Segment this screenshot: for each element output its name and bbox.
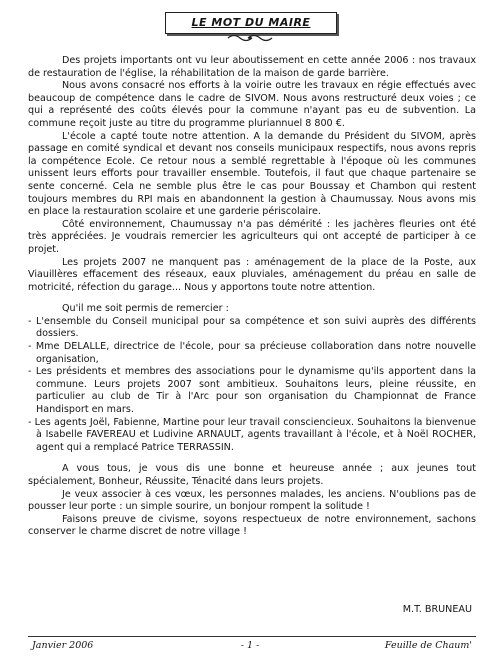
thanks-item-agents: - Les agents Joël, Fabienne, Martine pour leur travail consciencieux. Souhaitons la bienvenue à Isabelle FAVEREAU et Ludivine ARNAULT, agents travaillant à l'école, et à Noël ROCHER, agent qui a remplacé Patrice TERRASSIN.	[28, 416, 476, 453]
publication-name: Feuille de Chaum'	[384, 640, 472, 651]
footer-divider	[28, 636, 476, 637]
letter-body	[28, 55, 476, 539]
page-title: LE MOT DU MAIRE	[191, 16, 311, 29]
paragraph-environnement: Côté environnement, Chaumussay n'a pas démérité : les jachères fleuries ont été très appréciées. Je voudrais remercier les agriculteurs qui ont accepté de participer à ce projet.	[28, 218, 476, 255]
page-number: - 1 -	[240, 640, 260, 651]
thanks-intro: Qu'il me soit permis de remercier :	[62, 303, 229, 315]
paragraph-ecole: L'école a capté toute notre attention. A la demande du Président du SIVOM, après passage en comité syndical et devant nos conseils municipaux respectifs, nous avons repris la compétence Ecole. Ce retour nous a semblé regrettable à l'époque où les communes unissent leurs efforts pour travailler ensemble. Toutefois, il faut que chaque partenaire se sente concerné. Cela ne semble plus être le cas pour Boussay et Chambon qui restent toujours membres du RPI mais en abandonnent la gestion à Chaumussay. Nous avons mis en place la restauration scolaire et une garderie périscolaire.	[28, 130, 476, 218]
closing-civisme: Faisons preuve de civisme, soyons respectueux de notre environnement, sachons conserver le charme discret de notre village !	[28, 513, 476, 538]
closing-voeux: A vous tous, je vous dis une bonne et heureuse année ; aux jeunes tout spécialement, Bonheur, Réussite, Ténacité dans leurs projets.	[28, 463, 476, 487]
paragraph-projects: Des projets importants ont vu leur aboutissement en cette année 2006 : nos travaux de restauration de l'église, la réhabilitation de la maison de garde barrière.	[28, 55, 476, 79]
footer-date: Janvier 2006	[32, 640, 94, 651]
paragraph-voirie: Nous avons consacré nos efforts à la voirie outre les travaux en régie effectués avec beaucoup de compétence dans le cadre de SIVOM. Nous avons restructuré deux voies ; ce qui a représenté des coûts élevés pour la commune n'ayant pas eu de subvention. La commune reçoit juste au titre du programme pluriannuel 8 800 €.	[28, 80, 476, 129]
thanks-item-directrice: - Mme DELALLE, directrice de l'école, pour sa précieuse collaboration dans notre nouvelle organisation,	[28, 341, 476, 365]
title-box	[165, 12, 337, 34]
paragraph-projets-2007: Les projets 2007 ne manquent pas : aménagement de la place de la Poste, aux Viauillères effacement des réseaux, eaux pluviales, aménagement du préau en salle de motricité, réfection du garage... Nous y apportons toute notre attention.	[28, 256, 476, 293]
ornament-icon	[226, 33, 274, 43]
signature: M.T. BRUNEAU	[402, 604, 472, 615]
closing-malades: Je veux associer à ces vœux, les personnes malades, les anciens. N'oublions pas de pousser leur porte : un simple sourire, un bonjour rompent la solitude !	[28, 488, 476, 513]
thanks-item-associations: - Les présidents et membres des associations pour le dynamisme qu'ils apportent dans la commune. Leurs projets 2007 sont ambitieux. Souhaitons leurs, pleine réussite, en particulier au club de Tir à l'Arc pour son organisation du Championnat de France Handisport en mars.	[28, 366, 476, 416]
thanks-item-conseil: - L'ensemble du Conseil municipal pour sa compétence et son suivi auprès des différents dossiers.	[28, 315, 476, 340]
